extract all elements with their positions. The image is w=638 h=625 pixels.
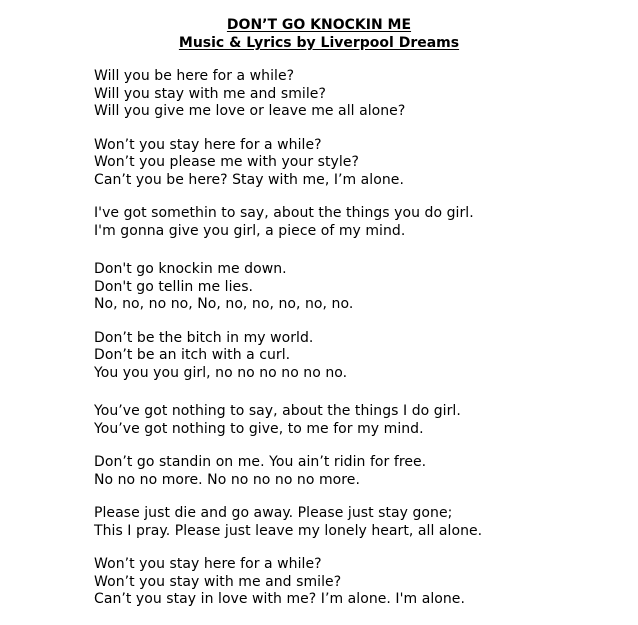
stanza-8 xyxy=(94,505,624,540)
song-title: DON’T GO KNOCKIN ME xyxy=(226,17,412,33)
lyric-line: This I pray. Please just leave my lonely heart, all alone. xyxy=(94,522,483,539)
lyric-line: Will you give me love or leave me all alone? xyxy=(94,103,406,119)
stanza-5 xyxy=(94,330,624,383)
lyric-line: You’ve got nothing to say, about the things I do girl. xyxy=(94,403,461,419)
lyric-line: Don't go knockin me down. xyxy=(94,261,287,277)
lyric-line: Can’t you be here? Stay with me, I’m alone. xyxy=(94,171,404,188)
stanza-2 xyxy=(94,137,624,190)
stanza-9 xyxy=(94,556,624,609)
lyric-line: I'm gonna give you girl, a piece of my mind. xyxy=(94,222,406,239)
lyric-line: Won’t you stay here for a while? xyxy=(94,556,322,572)
stanza-3 xyxy=(94,205,624,240)
stanza-6 xyxy=(94,403,624,438)
lyric-line: Won’t you please me with your style? xyxy=(94,154,359,170)
stanza-7 xyxy=(94,454,624,489)
lyric-line: I've got somethin to say, about the things you do girl. xyxy=(94,205,474,221)
lyric-line: Can’t you stay in love with me? I’m alone. I'm alone. xyxy=(94,591,465,607)
lyric-line: Will you be here for a while? xyxy=(94,68,295,84)
lyric-line: No no no more. No no no no no more. xyxy=(94,471,360,488)
song-credits: Music & Lyrics by Liverpool Dreams xyxy=(178,35,460,51)
lyric-line: Won’t you stay with me and smile? xyxy=(94,573,342,590)
stanza-1 xyxy=(94,68,624,121)
lyric-line: No, no, no no, No, no, no, no, no, no. xyxy=(94,296,354,312)
document-header xyxy=(0,16,638,52)
stanza-4 xyxy=(94,261,624,314)
lyric-line: Won’t you stay here for a while? xyxy=(94,136,322,153)
lyric-line: You you you girl, no no no no no no. xyxy=(94,364,348,381)
lyric-line: Will you stay with me and smile? xyxy=(94,85,326,102)
lyrics-body xyxy=(94,68,624,625)
lyric-line: Don’t be an itch with a curl. xyxy=(94,347,291,363)
lyric-line: Don't go tellin me lies. xyxy=(94,278,254,295)
lyric-line: You’ve got nothing to give, to me for my mind. xyxy=(94,420,424,437)
lyric-line: Don’t be the bitch in my world. xyxy=(94,329,314,346)
lyric-line: Please just die and go away. Please just stay gone; xyxy=(94,505,453,521)
lyric-line: Don’t go standin on me. You ain’t ridin for free. xyxy=(94,454,427,470)
